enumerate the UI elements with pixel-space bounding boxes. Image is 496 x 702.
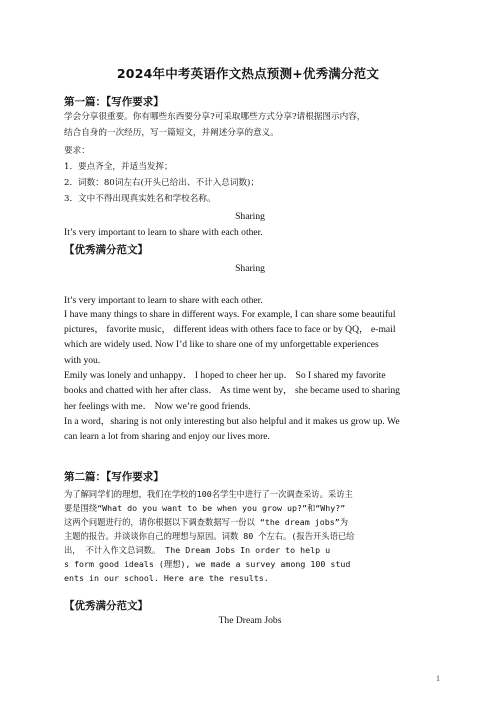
part1-req-label: 要求：	[64, 146, 90, 156]
essay-line: can learn a lot from sharing and enjoy our lives more.	[64, 431, 270, 442]
part2-req-line: 为了解同学们的理想，我们在学校的100名学生中进行了一次调查采访。采访主	[64, 489, 353, 499]
part1-req-line2: 结合自身的一次经历，写一篇短文，并阐述分享的意义。	[64, 128, 279, 138]
part1-req-item3: 3．文中不得出现真实姓名和学校名称。	[64, 194, 216, 204]
essay-line: books and chatted with her after class． As time went by， she became used to sharing	[64, 385, 400, 396]
part2-req-line: 出， 不计入作文总词数。 The Dream Jobs In order to help u	[64, 545, 331, 555]
part1-heading: 第一篇：【写作要求】	[64, 96, 164, 108]
part1-prompt-first: It’s very important to learn to share with each other.	[64, 227, 263, 238]
essay-line: which are widely used. Now I’d like to share one of my unforgettable experiences	[64, 339, 379, 350]
page-number: 1	[436, 674, 440, 683]
document-title: 2024年中考英语作文热点预测+优秀满分范文	[116, 66, 380, 81]
part2-req-line: 要是围绕“What do you want to be when you grow up?”和“Why?”	[64, 503, 346, 513]
essay-line: I have many things to share in different ways. For example, I can share some beautiful	[64, 309, 396, 320]
part1-prompt-title: Sharing	[235, 211, 265, 222]
part2-req-line: 这两个问题进行的，请你根据以下调查数据写一份以 “the dream jobs”为	[64, 517, 349, 527]
part2-essay-title: The Dream Jobs	[218, 615, 282, 626]
part2-req-line: 主题的报告。并谈谈你自己的理想与原因。词数 80 个左右。(报告开头语已给	[64, 531, 355, 541]
essay-line: It’s very important to learn to share with each other.	[64, 295, 263, 306]
essay-line: her feelings with me． Now we’re good friends.	[64, 401, 251, 412]
part1-essay-title: Sharing	[235, 263, 265, 274]
part2-req-line: s form good ideals (理想), we made a survey among 100 stud	[64, 559, 351, 569]
essay-line: In a word，sharing is not only interesting but also helpful and it makes us grow up. We	[64, 416, 400, 427]
part2-heading: 第二篇：【写作要求】	[64, 471, 164, 483]
essay-line: pictures， favorite music， different ideas with others face to face or by QQ， e-mail	[64, 324, 396, 335]
part1-req-line1: 学会分享很重要。你有哪些东西要分享?可采取哪些方式分享?请根据图示内容，	[64, 112, 366, 122]
part1-req-item1: 1．要点齐全，并适当发挥；	[64, 162, 173, 172]
part2-req-line: ents in our school. Here are the results.	[64, 573, 269, 583]
essay-line: Emily was lonely and unhappy． I hoped to cheer her up． So I shared my favorite	[64, 370, 386, 381]
essay-line: with you.	[64, 355, 101, 366]
part1-sample-heading: 【优秀满分范文】	[64, 244, 148, 256]
part1-req-item2: 2．词数：80词左右(开头已给出、不计入总词数)；	[64, 178, 259, 188]
part2-sample-heading: 【优秀满分范文】	[64, 600, 148, 612]
